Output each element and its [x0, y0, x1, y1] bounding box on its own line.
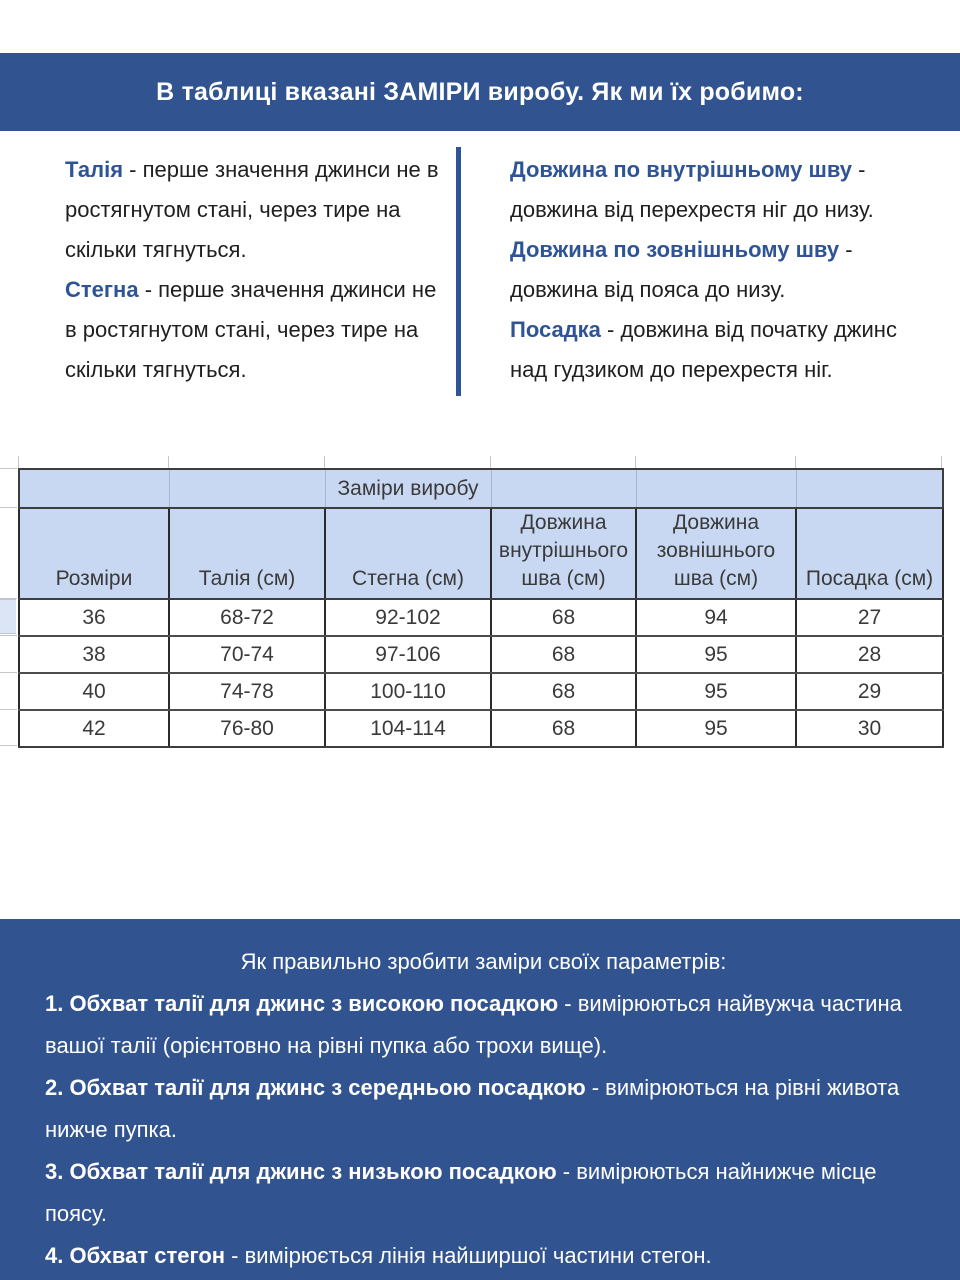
inseam-cell: 68	[491, 710, 636, 747]
definition-item	[65, 270, 441, 390]
page-title: В таблиці вказані ЗАМІРИ виробу. Як ми їх робимо:	[156, 77, 804, 106]
gridline-stub	[18, 456, 19, 468]
definition-term: Талія	[65, 157, 124, 182]
column-header: Довжина внутрішнього шва (см)	[491, 508, 636, 599]
definition-text: - перше значення джинси не в ростягнутом стані, через тире на скільки тягнуться.	[65, 277, 437, 382]
definition-item	[65, 150, 441, 270]
table-caption: Заміри виробу	[325, 469, 491, 508]
instruction-text: - вимірюються найнижче місце поясу.	[45, 1159, 877, 1226]
gridline-stub	[0, 672, 17, 673]
waist-cell: 68-72	[169, 599, 325, 636]
gridline-stub	[795, 456, 796, 468]
size-cell: 36	[19, 599, 169, 636]
instruction-item	[45, 1235, 922, 1277]
rise-cell: 28	[796, 636, 943, 673]
size-cell: 42	[19, 710, 169, 747]
gridline-stub	[0, 709, 17, 710]
header-banner	[0, 53, 960, 131]
instruction-item	[45, 983, 922, 1067]
inseam-cell: 68	[491, 673, 636, 710]
column-divider	[456, 147, 461, 396]
empty-cell	[169, 469, 325, 508]
definition-term: Стегна	[65, 277, 139, 302]
outseam-cell: 95	[636, 673, 796, 710]
column-header: Довжина зовнішнього шва (см)	[636, 508, 796, 599]
waist-cell: 76-80	[169, 710, 325, 747]
definition-item	[510, 310, 922, 390]
definition-term: Посадка	[510, 317, 601, 342]
row-gutter-highlight	[0, 599, 16, 634]
definitions-right-column	[510, 150, 922, 390]
instruction-item	[45, 1067, 922, 1151]
inseam-cell: 68	[491, 636, 636, 673]
gridline-stub	[324, 456, 325, 468]
empty-cell	[636, 469, 796, 508]
waist-cell: 74-78	[169, 673, 325, 710]
instruction-text: - вимірюються на рівні живота нижче пупка.	[45, 1075, 900, 1142]
outseam-cell: 95	[636, 710, 796, 747]
definition-term: Довжина по внутрішньому шву	[510, 157, 853, 182]
definition-item	[510, 150, 922, 230]
table-row	[19, 636, 943, 673]
empty-cell	[19, 469, 169, 508]
table-row	[19, 599, 943, 636]
column-header: Посадка (см)	[796, 508, 943, 599]
table-row	[19, 710, 943, 747]
instruction-item	[45, 1151, 922, 1235]
gridline-stub	[0, 507, 17, 508]
column-header: Талія (см)	[169, 508, 325, 599]
instruction-label: 2. Обхват талії для джинс з середньою посадкою	[45, 1075, 586, 1100]
inseam-cell: 68	[491, 599, 636, 636]
table-caption-row	[19, 469, 943, 508]
gridline-stub	[490, 456, 491, 468]
instruction-text: - вимірюються найвужча частина вашої талії (орієнтовно на рівні пупка або трохи вище).	[45, 991, 902, 1058]
outseam-cell: 95	[636, 636, 796, 673]
empty-cell	[796, 469, 943, 508]
empty-cell	[491, 469, 636, 508]
definition-text: - перше значення джинси не в ростягнутом стані, через тире на скільки тягнуться.	[65, 157, 439, 262]
hips-cell: 92-102	[325, 599, 491, 636]
column-header: Розміри	[19, 508, 169, 599]
instructions-title: Як правильно зробити заміри своїх параметрів:	[240, 949, 727, 974]
instruction-label: 1. Обхват талії для джинс з високою посадкою	[45, 991, 559, 1016]
instructions-panel	[0, 919, 960, 1280]
gridline-stub	[941, 456, 942, 468]
definition-text: - довжина від пояса до низу.	[510, 237, 853, 302]
column-header: Стегна (см)	[325, 508, 491, 599]
table-row	[19, 673, 943, 710]
size-chart-table	[18, 468, 944, 748]
instruction-text: - вимірюється лінія найширшої частини стегон.	[225, 1243, 712, 1268]
instruction-label: 4. Обхват стегон	[45, 1243, 226, 1268]
gridline-stub	[168, 456, 169, 468]
gridline-stub	[0, 635, 17, 636]
definitions-left-column	[65, 150, 441, 390]
rise-cell: 30	[796, 710, 943, 747]
definition-item	[510, 230, 922, 310]
rise-cell: 29	[796, 673, 943, 710]
gridline-stub	[0, 468, 17, 469]
definition-text: - довжина від перехрестя ніг до низу.	[510, 157, 874, 222]
hips-cell: 100-110	[325, 673, 491, 710]
instruction-label: 3. Обхват талії для джинс з низькою посадкою	[45, 1159, 557, 1184]
gridline-stub	[635, 456, 636, 468]
hips-cell: 104-114	[325, 710, 491, 747]
definition-text: - довжина від початку джинс над гудзиком до перехрестя ніг.	[510, 317, 897, 382]
size-cell: 38	[19, 636, 169, 673]
table-header-row	[19, 508, 943, 599]
outseam-cell: 94	[636, 599, 796, 636]
definition-term: Довжина по зовнішньому шву	[510, 237, 840, 262]
hips-cell: 97-106	[325, 636, 491, 673]
rise-cell: 27	[796, 599, 943, 636]
size-cell: 40	[19, 673, 169, 710]
waist-cell: 70-74	[169, 636, 325, 673]
gridline-stub	[0, 745, 17, 746]
